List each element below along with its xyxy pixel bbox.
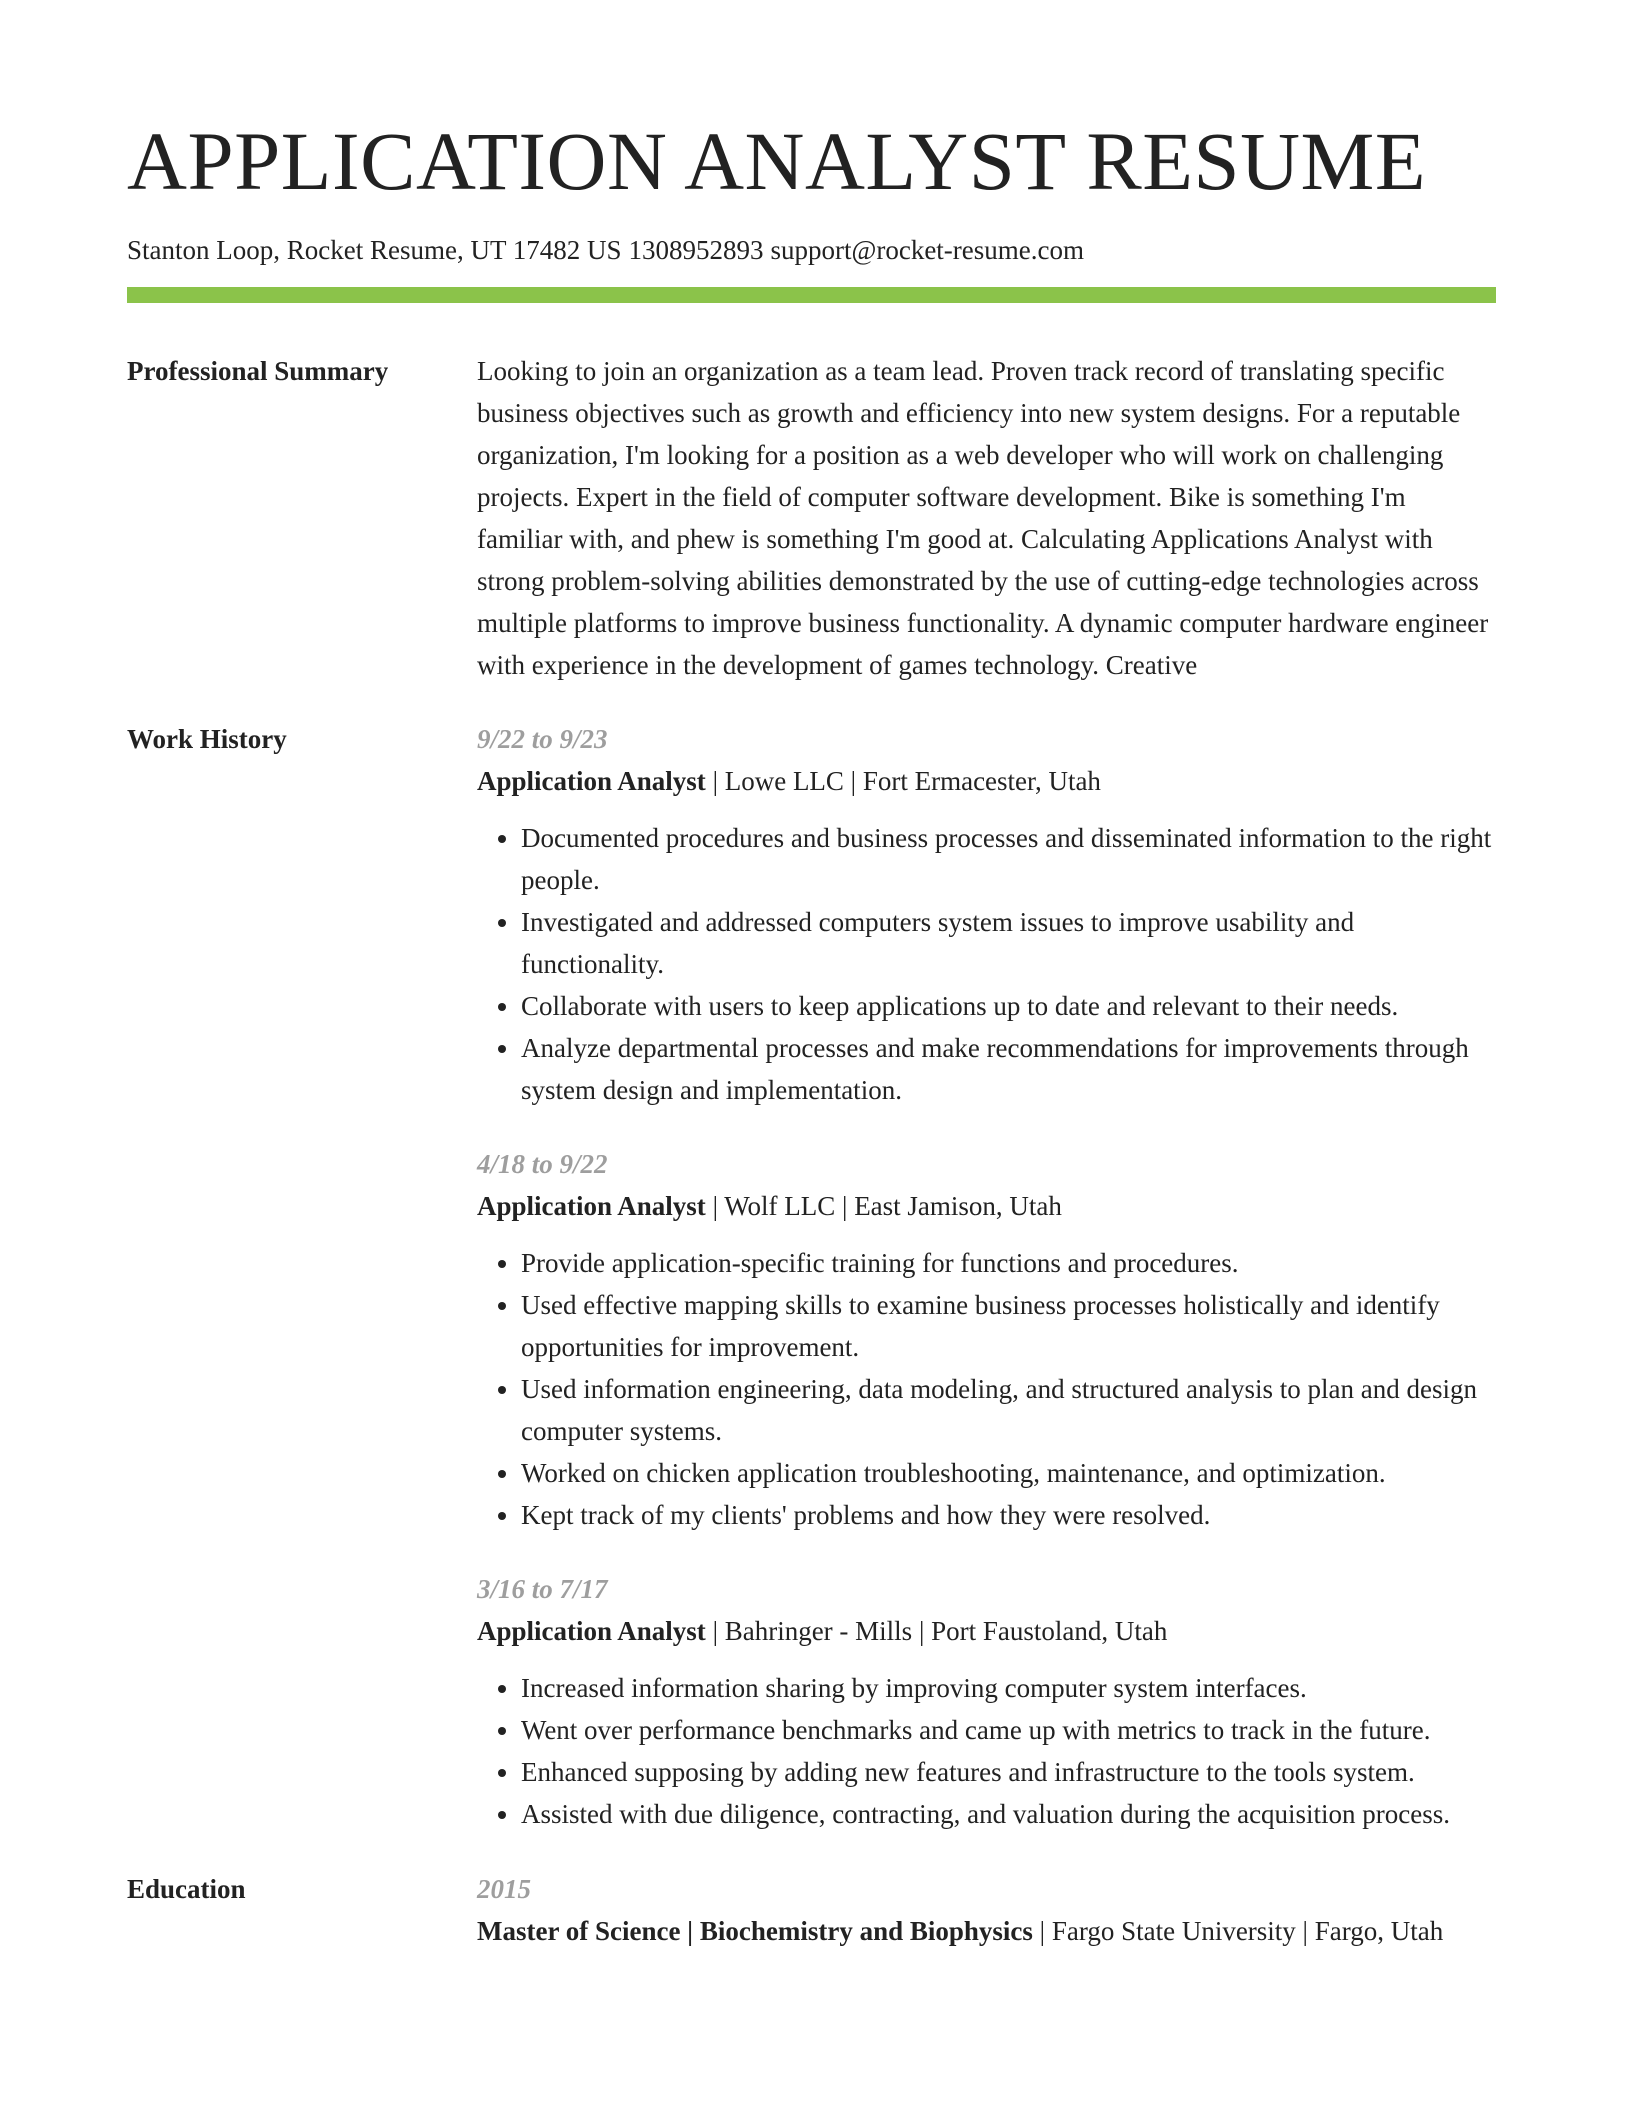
job-bullet: • Kept track of my clients' problems and how they were resolved.	[521, 1494, 1496, 1536]
job-company-location: | Bahringer - Mills | Port Faustoland, Utah	[705, 1616, 1168, 1646]
education-degree: Master of Science | Biochemistry and Biophysics	[477, 1916, 1033, 1946]
summary-label: Professional Summary	[127, 356, 389, 386]
summary-text: Looking to join an organization as a team lead. Proven track record of translating specific business objectives such as growth and efficiency into new system designs. For a reputable organization, I'm looking for a position as a web developer who will work on challenging projects. Expert in the field of computer software development. Bike is something I'm familiar with, and phew is something I'm good at. Calculating Applications Analyst with strong problem-solving abilities demonstrated by the use of cutting-edge technologies across multiple platforms to improve business functionality. A dynamic computer hardware engineer with experience in the development of games technology. Creative	[477, 356, 1489, 680]
job-bullet: • Increased information sharing by improving computer system interfaces.	[521, 1667, 1496, 1709]
job-entry	[477, 718, 1496, 1111]
work-history-label: Work History	[127, 724, 287, 754]
job-entry	[477, 1143, 1496, 1536]
job-bullet: • Collaborate with users to keep applications up to date and relevant to their needs.	[521, 985, 1496, 1027]
resume-title: APPLICATION ANALYST RESUME	[127, 115, 1427, 207]
contact-address: Stanton Loop, Rocket Resume, UT 17482 US	[127, 235, 622, 265]
education-year: 2015	[477, 1874, 531, 1904]
job-bullets	[477, 817, 1496, 1111]
job-dates: 4/18 to 9/22	[477, 1149, 608, 1179]
work-history-body	[477, 718, 1496, 1835]
education-body	[477, 1868, 1496, 1952]
job-bullet: • Investigated and addressed computers system issues to improve usability and functionality.	[521, 901, 1496, 985]
education-heading	[477, 1910, 1496, 1952]
job-bullet: • Enhanced supposing by adding new features and infrastructure to the tools system.	[521, 1751, 1496, 1793]
job-bullet: • Worked on chicken application troubleshooting, maintenance, and optimization.	[521, 1452, 1496, 1494]
contact-line	[127, 233, 1505, 267]
contact-email: support@rocket-resume.com	[770, 235, 1085, 265]
job-heading	[477, 1185, 1496, 1227]
accent-divider	[127, 287, 1496, 303]
job-bullet: • Used information engineering, data modeling, and structured analysis to plan and design computer systems.	[521, 1368, 1496, 1452]
job-dates: 3/16 to 7/17	[477, 1574, 608, 1604]
job-bullet: • Assisted with due diligence, contracting, and valuation during the acquisition process.	[521, 1793, 1496, 1835]
job-entry	[477, 1568, 1496, 1835]
job-bullets	[477, 1667, 1496, 1835]
work-history-section	[127, 718, 1505, 1835]
education-section	[127, 1868, 1505, 1952]
job-title: Application Analyst	[477, 1616, 706, 1646]
job-bullet: • Analyze departmental processes and make recommendations for improvements through system design and implementation.	[521, 1027, 1496, 1111]
job-bullet: • Documented procedures and business processes and disseminated information to the right people.	[521, 817, 1496, 901]
job-bullet: • Used effective mapping skills to examine business processes holistically and identify opportunities for improvement.	[521, 1284, 1496, 1368]
summary-section	[127, 350, 1505, 686]
education-label: Education	[127, 1874, 246, 1904]
job-company-location: | Lowe LLC | Fort Ermacester, Utah	[705, 766, 1101, 796]
job-dates: 9/22 to 9/23	[477, 724, 608, 754]
job-heading	[477, 760, 1496, 802]
job-heading	[477, 1610, 1496, 1652]
job-bullets	[477, 1242, 1496, 1536]
job-bullet: • Provide application-specific training for functions and procedures.	[521, 1242, 1496, 1284]
contact-phone: 1308952893	[628, 235, 764, 265]
job-company-location: | Wolf LLC | East Jamison, Utah	[705, 1191, 1062, 1221]
job-title: Application Analyst	[477, 1191, 706, 1221]
education-school-location: | Fargo State University | Fargo, Utah	[1032, 1916, 1444, 1946]
job-title: Application Analyst	[477, 766, 706, 796]
job-bullet: • Went over performance benchmarks and came up with metrics to track in the future.	[521, 1709, 1496, 1751]
